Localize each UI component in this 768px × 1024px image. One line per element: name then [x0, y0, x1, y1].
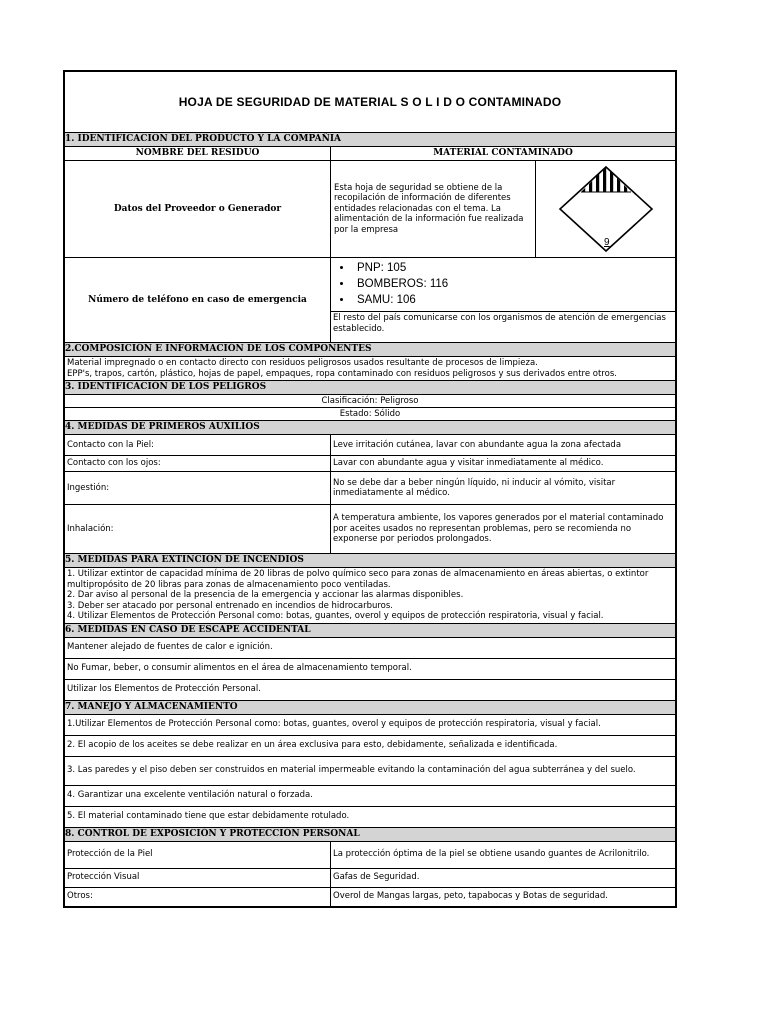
section-1-header: 1. IDENTIFICACION DEL PRODUCTO Y LA COMPAÑIA	[65, 132, 675, 146]
exposure-text: La protección óptima de la piel se obtiene usando guantes de Acrilonitrilo.	[333, 849, 650, 860]
composition-row	[65, 356, 675, 380]
spill-item: Utilizar los Elementos de Protección Personal.	[65, 679, 675, 700]
fire-measure-item: 1. Utilizar extintor de capacidad mínima de 20 libras de polvo químico seco para zonas de almacenamiento en áreas abiertas, o extintor multipropósito de 20 libras para zonas de almacenamiento poco ventiladas.	[67, 569, 649, 590]
section-2-header: 2.COMPOSICIÓN E INFORMACIÓN DE LOS COMPONENTES	[65, 342, 675, 356]
composition-line-2: EPP's, trapos, cartón, plástico, hojas de papel, empaques, ropa contaminado con residuos peligrosos y sus derivados entre otros.	[67, 368, 617, 379]
section-3-header: 3. IDENTIFICACIÓN DE LOS PELIGROS	[65, 380, 675, 394]
exposure-label: Otros:	[65, 888, 331, 906]
phone-label: Número de teléfono en caso de emergencia	[88, 295, 307, 305]
first-aid-row	[65, 434, 675, 455]
fire-measure-item: 4. Utilizar Elementos de Protección Personal como: botas, guantes, overol y equipos de protección respiratoria, visual y facial.	[67, 611, 604, 621]
first-aid-label: Ingestión:	[65, 472, 331, 504]
fire-measures-row	[65, 567, 675, 623]
exposure-label: Protección Visual	[65, 869, 331, 887]
first-aid-text: No se debe dar a beber ningún líquido, ni inducir al vómito, visitar inmediatamente al médico.	[333, 477, 616, 498]
hazard-state: Estado: Sólido	[65, 407, 675, 420]
phone-label-cell	[65, 258, 331, 342]
provider-text-cell	[331, 161, 536, 257]
composition-line-1: Material impregnado o en contacto directo con residuos peligrosos usados resultante de procesos de limpieza.	[67, 358, 538, 368]
exposure-row	[65, 841, 675, 868]
first-aid-row	[65, 471, 675, 504]
phone-pnp: • PNP: 105	[353, 260, 675, 276]
phone-note: El resto del país comunicarse con los organismos de atención de emergencias establecido.	[331, 311, 675, 342]
section-4-header: 4. MEDIDAS DE PRIMEROS AUXILIOS	[65, 420, 675, 434]
safety-data-sheet	[63, 70, 677, 908]
hazard-class-number: 9	[603, 237, 610, 248]
first-aid-row	[65, 455, 675, 471]
exposure-label: Protección de la Piel	[65, 842, 331, 868]
spill-item: Mantener alejado de fuentes de calor e ignición.	[65, 637, 675, 658]
fire-measure-item: 3. Deber ser atacado por personal entrenado en incendios de hidrocarburos.	[67, 600, 393, 611]
handling-item: 1.Utilizar Elementos de Protección Personal como: botas, guantes, overol y equipos de protección respiratoria, visual y facial.	[65, 714, 675, 735]
phone-list	[331, 260, 675, 308]
exposure-row	[65, 868, 675, 887]
handling-item: 2. El acopio de los aceites se debe realizar en un área exclusiva para esto, debidamente, señalizada e identificada.	[65, 735, 675, 756]
waste-name-header: NOMBRE DEL RESIDUO	[65, 147, 331, 160]
section-6-header: 6. MEDIDAS EN CASO DE ESCAPE ACCIDENTAL	[65, 623, 675, 637]
phone-samu: • SAMU: 106	[353, 292, 675, 308]
section-8-header: 8. CONTROL DE EXPOSICIÓN Y PROTECCIÓN PERSONAL	[65, 827, 675, 841]
emergency-phone-row	[65, 257, 675, 342]
provider-text: Esta hoja de seguridad se obtiene de la recopilación de información de diferentes entidades relacionadas con el tema. La alimentación de la información fue realizada por la empresa	[334, 182, 524, 235]
title-row	[65, 72, 675, 132]
spill-item: No Fumar, beber, o consumir alimentos en el área de almacenamiento temporal.	[65, 658, 675, 679]
phone-cell	[331, 258, 675, 342]
document-title: HOJA DE SEGURIDAD DE MATERIAL S O L I D O CONTAMINADO	[178, 95, 562, 109]
handling-item: 4. Garantizar una excelente ventilación natural o forzada.	[65, 785, 675, 806]
class-9-hazard-icon	[556, 163, 656, 255]
identification-header-row	[65, 146, 675, 160]
section-7-header: 7. MANEJO Y ALMACENAMIENTO	[65, 700, 675, 714]
exposure-text: Gafas de Seguridad.	[333, 872, 420, 883]
first-aid-label: Contacto con los ojos:	[65, 456, 331, 471]
first-aid-text: Lavar con abundante agua y visitar inmediatamente al médico.	[333, 458, 604, 469]
provider-label: Datos del Proveedor o Generador	[113, 204, 282, 214]
phone-bomberos: • BOMBEROS: 116	[353, 276, 675, 292]
provider-row	[65, 160, 675, 257]
hazard-classification: Clasificación: Peligroso	[65, 394, 675, 407]
exposure-text: Overol de Mangas largas, peto, tapabocas y Botas de seguridad.	[333, 891, 608, 902]
first-aid-label: Contacto con la Piel:	[65, 435, 331, 455]
handling-item: 3. Las paredes y el piso deben ser construidos en material impermeable evitando la contaminación del agua subterránea y del suelo.	[65, 756, 675, 785]
hazard-pictogram-cell	[536, 161, 675, 257]
section-5-header: 5. MEDIDAS PARA EXTINCIÓN DE INCENDIOS	[65, 553, 675, 567]
first-aid-row	[65, 504, 675, 553]
first-aid-label: Inhalación:	[65, 505, 331, 553]
first-aid-text: A temperatura ambiente, los vapores generados por el material contaminado por aceites usados no representan problemas, pero se recomienda no exponerse por periodos prolongados.	[333, 513, 664, 545]
provider-label-cell	[65, 161, 331, 257]
exposure-row	[65, 887, 675, 906]
fire-measure-item: 2. Dar aviso al personal de la presencia de la emergencia y accionar las alarmas disponibles.	[67, 590, 464, 600]
material-header: MATERIAL CONTAMINADO	[433, 148, 573, 158]
handling-item: 5. El material contaminado tiene que estar debidamente rotulado.	[65, 806, 675, 827]
first-aid-text: Leve irritación cutánea, lavar con abundante agua la zona afectada	[333, 439, 622, 450]
